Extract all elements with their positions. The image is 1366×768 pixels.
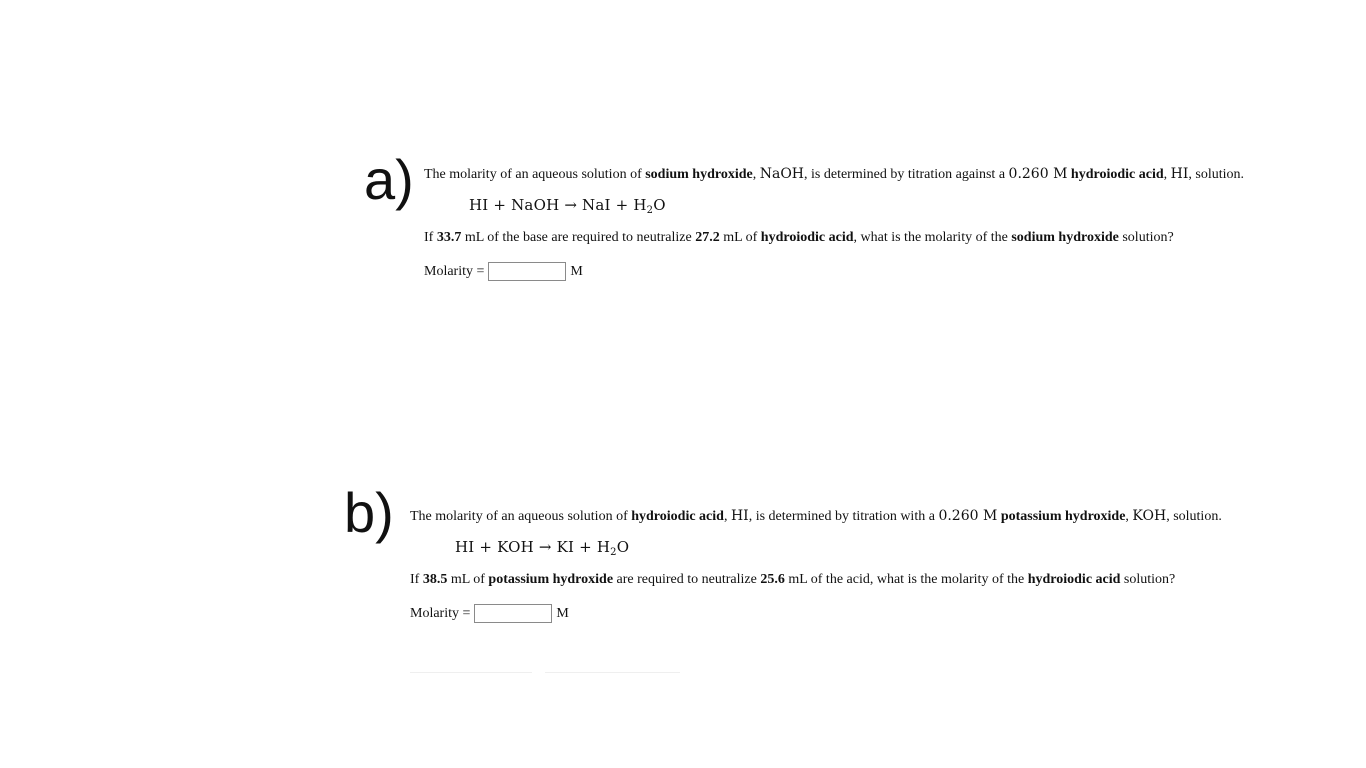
answer-row-b bbox=[410, 604, 1240, 623]
term-hydroiodic-acid: hydroiodic acid bbox=[631, 509, 724, 524]
answer-row-a bbox=[424, 262, 1254, 281]
reaction-equation-a: HI + NaOH → NaI + $H_2O$ bbox=[469, 196, 666, 216]
problem-a bbox=[424, 166, 1254, 281]
term-hydroiodic-acid: hydroiodic acid bbox=[760, 230, 854, 245]
acid-volume: 27.2 bbox=[695, 230, 720, 245]
problem-b-intro: The molarity of an aqueous solution of hydroiodic acid, HI, is determined by titration with a 0.260 M potassium hydroxide, KOH, solution. bbox=[410, 508, 1222, 524]
formula-hi: HI bbox=[1170, 166, 1189, 182]
formula-koh: KOH bbox=[1132, 508, 1167, 524]
formula-hi: HI bbox=[730, 508, 749, 524]
part-a-letter: a) bbox=[364, 148, 414, 211]
term-hydroiodic-acid: hydroiodic acid bbox=[1027, 572, 1121, 587]
molarity-input-a[interactable] bbox=[488, 262, 566, 281]
molarity-input-b[interactable] bbox=[474, 604, 552, 623]
base-volume: 38.5 bbox=[422, 572, 448, 587]
term-hydroiodic-acid: hydroiodic acid bbox=[1070, 167, 1164, 182]
problem-a-intro: The molarity of an aqueous solution of sodium hydroxide, NaOH, is determined by titration against a 0.260 M hydroiodic acid, HI, solution. bbox=[424, 166, 1244, 182]
problem-b-question: If 38.5 mL of potassium hydroxide are required to neutralize 25.6 mL of the acid, what is the molarity of the hydroiodic acid solution? bbox=[410, 572, 1176, 587]
problem-b bbox=[410, 508, 1240, 623]
divider bbox=[545, 672, 680, 673]
molarity-label: Molarity = bbox=[410, 606, 471, 621]
base-volume: 33.7 bbox=[436, 230, 462, 245]
term-sodium-hydroxide: sodium hydroxide bbox=[1011, 230, 1119, 245]
problem-a-question: If 33.7 mL of the base are required to neutralize 27.2 mL of hydroiodic acid, what is the molarity of the sodium hydroxide solution? bbox=[424, 230, 1174, 245]
molarity-label: Molarity = bbox=[424, 264, 485, 279]
concentration-value: 0.260 M bbox=[938, 508, 998, 524]
formula-naoh: NaOH bbox=[759, 166, 805, 182]
divider bbox=[410, 672, 532, 673]
reaction-equation-b: HI + KOH → KI + $H_2O$ bbox=[455, 538, 630, 558]
term-sodium-hydroxide: sodium hydroxide bbox=[645, 167, 753, 182]
unit-label: M bbox=[556, 606, 569, 621]
unit-label: M bbox=[570, 264, 583, 279]
concentration-value: 0.260 M bbox=[1008, 166, 1068, 182]
term-potassium-hydroxide: potassium hydroxide bbox=[488, 572, 614, 587]
term-potassium-hydroxide: potassium hydroxide bbox=[1000, 509, 1126, 524]
part-b-letter: b) bbox=[344, 481, 394, 544]
acid-volume: 25.6 bbox=[760, 572, 785, 587]
